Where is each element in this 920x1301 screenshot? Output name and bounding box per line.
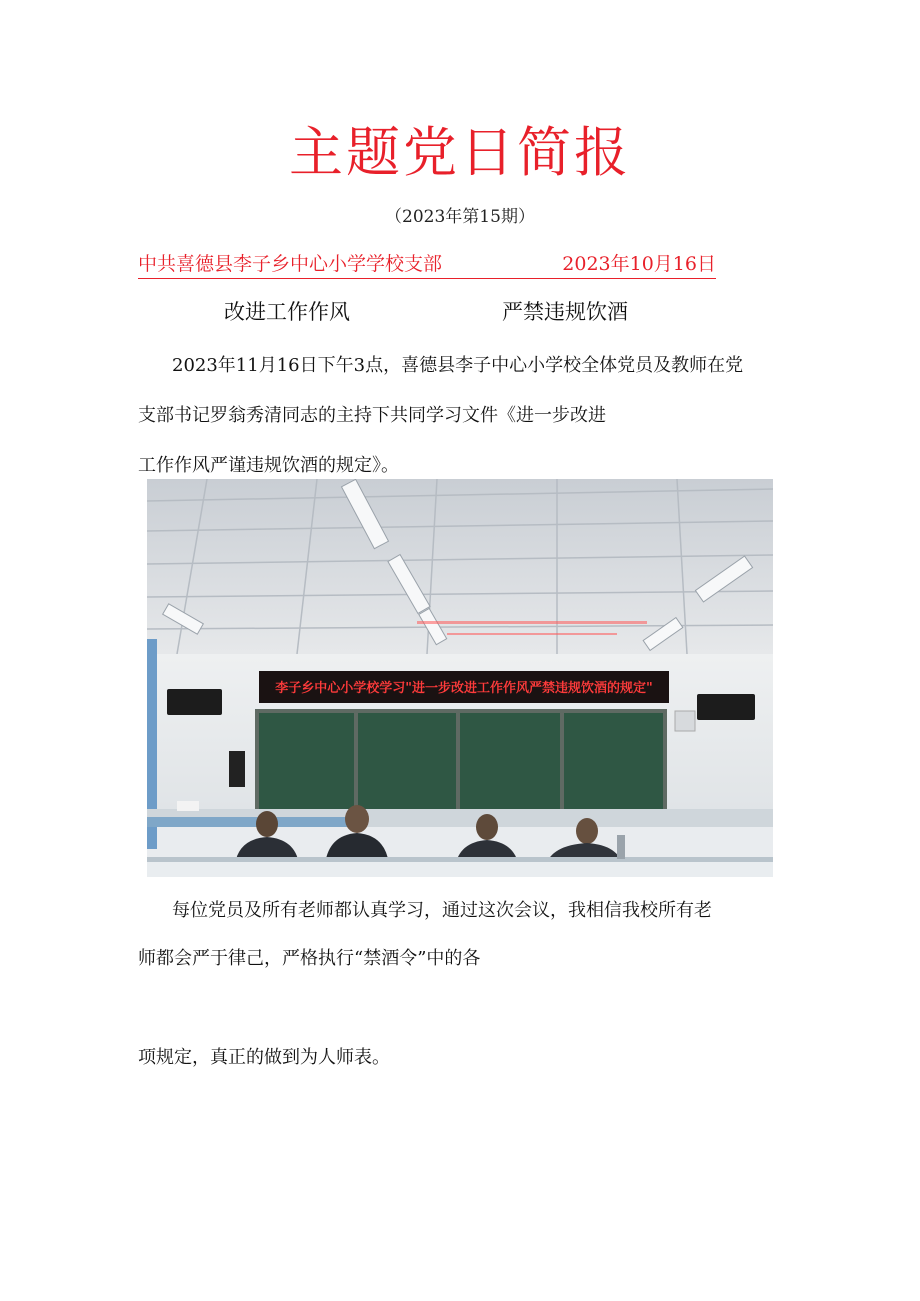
issue-number: （2023年第15期） — [385, 207, 535, 227]
paragraph2-line1: 每位党员及所有老师都认真学习，通过这次会议，我相信我校所有老 — [172, 900, 712, 921]
paragraph1-line3: 工作作风严谨违规饮酒的规定》。 — [138, 455, 399, 476]
subtitle-right: 严禁违规饮酒 — [502, 300, 628, 324]
report-date: 2023年10月16日 — [562, 253, 716, 275]
page-title: 主题党日简报 — [289, 121, 631, 184]
organization-name: 中共喜德县李子乡中心小学学校支部 — [138, 253, 443, 275]
paragraph2-line2: 师都会严于律己，严格执行“禁酒令”中的各 — [138, 948, 481, 969]
meeting-photo — [147, 479, 773, 877]
paragraph1-line2: 支部书记罗翁秀清同志的主持下共同学习文件《进一步改进 — [138, 405, 606, 426]
subtitle-left: 改进工作作风 — [224, 300, 350, 324]
header-line — [138, 250, 716, 279]
led-banner-text: 李子乡中心小学校学习"进一步改进工作作风严禁违规饮酒的规定" — [275, 681, 653, 696]
paragraph2-line3: 项规定，真正的做到为人师表。 — [138, 1047, 390, 1068]
paragraph1-line1: 2023年11月16日下午3点，喜德县李子中心小学校全体党员及教师在党 — [172, 355, 744, 376]
